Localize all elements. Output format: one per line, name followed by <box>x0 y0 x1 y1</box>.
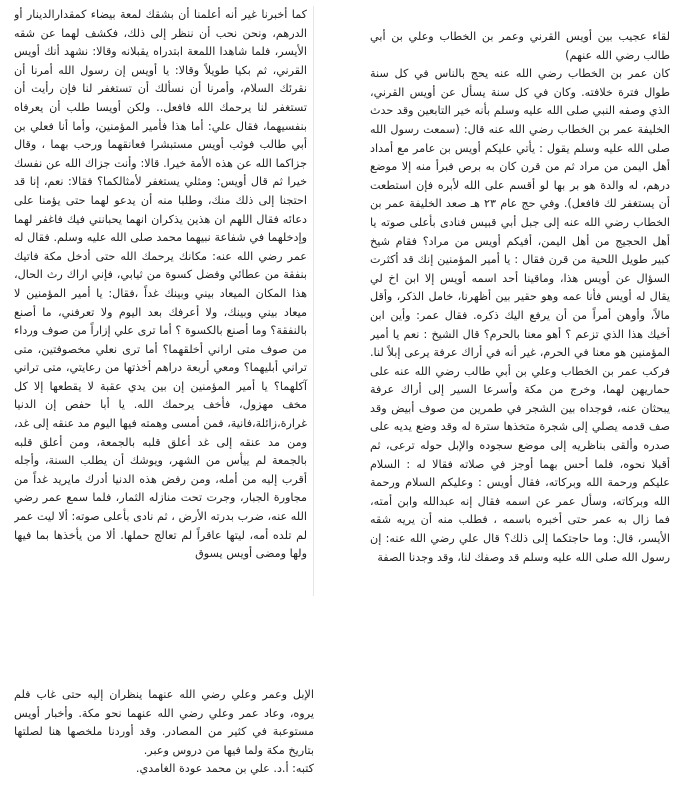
author-signature: كتبه: أ.د. علي بن محمد عودة الغامدي. <box>135 762 314 776</box>
left-column <box>14 6 314 596</box>
bottom-text: الإبل وعمر وعلي رضي الله عنهما ينظران إليه حتى غاب فلم يروه، وعاد عمر وعلي رضي الله عنهما نحو مكة. وأخبار أويس مستوعبة في كثير من المصادر. وقد أوردنا ملخصها هنا لصلتها بتاريخ مكة ولما فيها من دروس وعبر. <box>14 688 314 757</box>
article-title: لقاء عجيب بين أويس القرني وعمر بن الخطاب وعلي بن أبي طالب رضي الله عنهم) <box>370 30 670 62</box>
bottom-column <box>14 686 314 798</box>
right-column <box>370 28 670 598</box>
right-column-text: كان عمر بن الخطاب رضي الله عنه يحج بالناس في كل سنة طوال فترة خلافته. وكان في كل سنة يسأل عن أويس القرني، الذي وصفه النبي صلى الله عليه وسلم بأنه خير التابعين وقد حدث الخليفة عمر بن الخطاب رضي الله عنه قال: (سمعت رسول الله صلى الله عليه وسلم يقول : يأتي عليكم أويس بن عامر مع أمداد أهل اليمن من مراد ثم من قرن كان به برص فبرأ منه إلا موضع درهم، له والدة هو بر بها لو أقسم على الله لأبره فإن استطعت أن يستغفر لك فافعل). وفي حج عام ٢٣ هـ صعد الخليفة عمر بن الخطاب رضي الله عنه إلى جبل أبي قبيس فنادى بأعلى صوته يا أهل الحجيج من أهل اليمن، أفيكم أويس من مراد؟ فقام شيخ كبير طويل اللحية من قرن فقال : يا أمير المؤمنين إنك قد أكثرت السؤال عن أويس هذا، وماقينا أحد اسمه أويس إلا ابن اخ لي يقال له أويس فأنا عمه وهو حقير بين أظهرنا، خامل الذكر، وأقل مالاً، وأوهن أمراً من أن يرفع اليك ذكره. فقال عمر: وأين ابن أخيك هذا الذي تزعم ؟ أهو معنا بالحرم؟ قال الشيخ : نعم يا أمير المؤمنين هو معنا في الحرم، غير أنه في أراك عرفة يرعى إبلاً لنا. فركب عمر بن الخطاب وعلي بن أبي طالب رضي الله عنه على حماريهن لهما، وخرج من مكة وأسرعا السير إلى أراك عرفة يبحثان عنه، فوجداه بين الشجر في طمرين من صوف أبيض وقد صف قدمه يصلي إلى شجرة متخذها سترة له وقد وضع يديه على صدره وألقى بناظريه إلى موضع سجوده والإبل حوله ترعى، ثم أقبلا نحوه، فلما أحس بهما أوجز في صلاته فقالا له : السلام عليكم ورحمة الله وبركاته، فقال أويس : وعليكم السلام ورحمة الله وبركاته، وسأل عمر عن اسمه فقال إنه عبدالله وابن أمته، فما زال به عمر حتى أخبره باسمه ، فطلب منه أن يريه شقه الأيسر، قال: وما حاجتكما إلى ذلك؟ قال علي رضي الله عنه: إن رسول الله صلى الله عليه وسلم قد وصفك لنا، وقد وجدنا الصفة <box>370 67 670 564</box>
left-column-text: كما أخبرنا غير أنه أعلمنا أن بشقك لمعة بيضاء كمقدارالدينار أو الدرهم، ونحن نحب أن ننظر إلى ذلك، فكشف لهما عن شقه الأيسر، فلما شاهدا اللمعة ابتدراه يقبلانه وقالا: نشهد أنك أويس القرني، ثم بكيا طويلاً وقالا: يا أويس إن رسول الله أمرنا أن نقرئك السلام، وأمرنا أن نسألك أن تستغفر لنا فإن رأيت أن تستغفر لنا يرحمك الله فافعل.. ولكن أويسا طلب أن يعرفاه بنفسيهما، فقال علي: أما هذا فأمير المؤمنين، وأما أنا فعلي بن أبي طالب فوثب أويس مستبشرا فعانقهما ورحب بهما ، وقال جزاكما الله عن هذه الأمة خيرا. قالا: وأنت جزاك الله عن نفسك خيرا ثم قال أويس: ومثلي يستغفر لأمثالكما؟ فقالا: نعم، إنا قد احتجنا إلى ذلك منك، وطلبا منه أن يدعو لهما حتى يؤمنا على دعائه فقال اللهم ان هذين يذكران انهما يحبانني فيك فاغفر لهما وإدخلهما في شفاعة نبيهما محمد صلى الله عليه وسلم. فقال له عمر رضي الله عنه: مكانك يرحمك الله حتى أدخل مكة فاتيك بنفقة من عطائي وفضل كسوة من ثيابي، فإني اراك رث الحال، هذا المكان الميعاد بيني وبينك غداً ،فقال: يا أمير المؤمنين لا ميعاد بيني وبينك، ولا أعرفك بعد اليوم ولا تعرفني، ما أصنع بالنفقة؟ وما أصنع بالكسوة ؟ أما ترى علي إزاراً من صوف ورداء من صوف متى اراني أخلقهما؟ أما ترى نعلي مخصوفتين، متى تراني أبليهما؟ ومعي أربعة دراهم أخذتها من رعايتي، متى تراني آكلهما؟ يا أمير المؤمنين إن بين يدي عقبة لا يقطعها إلا كل مخف مهزول، فأخف يرحمك الله. يا أبا حفص إن الدنيا غرارة،زائلة،فانية، فمن أمسى وهمته فيها اليوم مد عنقه إلى غد، ومن مد عنقه إلى غد أعلق قلبه بالجمعة، ومن أعلق قلبه بالجمعة لم ييأس من الشهر، ويوشك أن يطلب السنة، وأجله أقرب إليه من أمله، ومن رفض هذه الدنيا أدرك مايريد غداً من مجاورة الجبار، وجرت تحت منازله الثمار، فلما سمع عمر رضي الله عنه، ضرب بدرته الأرض ، ثم نادى بأعلى صوته: ألا ليت عمر لم تلده أمه، ليتها عاقراً لم تعالج حملها. ألا من يأخذها بما فيها ولها ومضى أويس يسوق <box>14 8 307 561</box>
